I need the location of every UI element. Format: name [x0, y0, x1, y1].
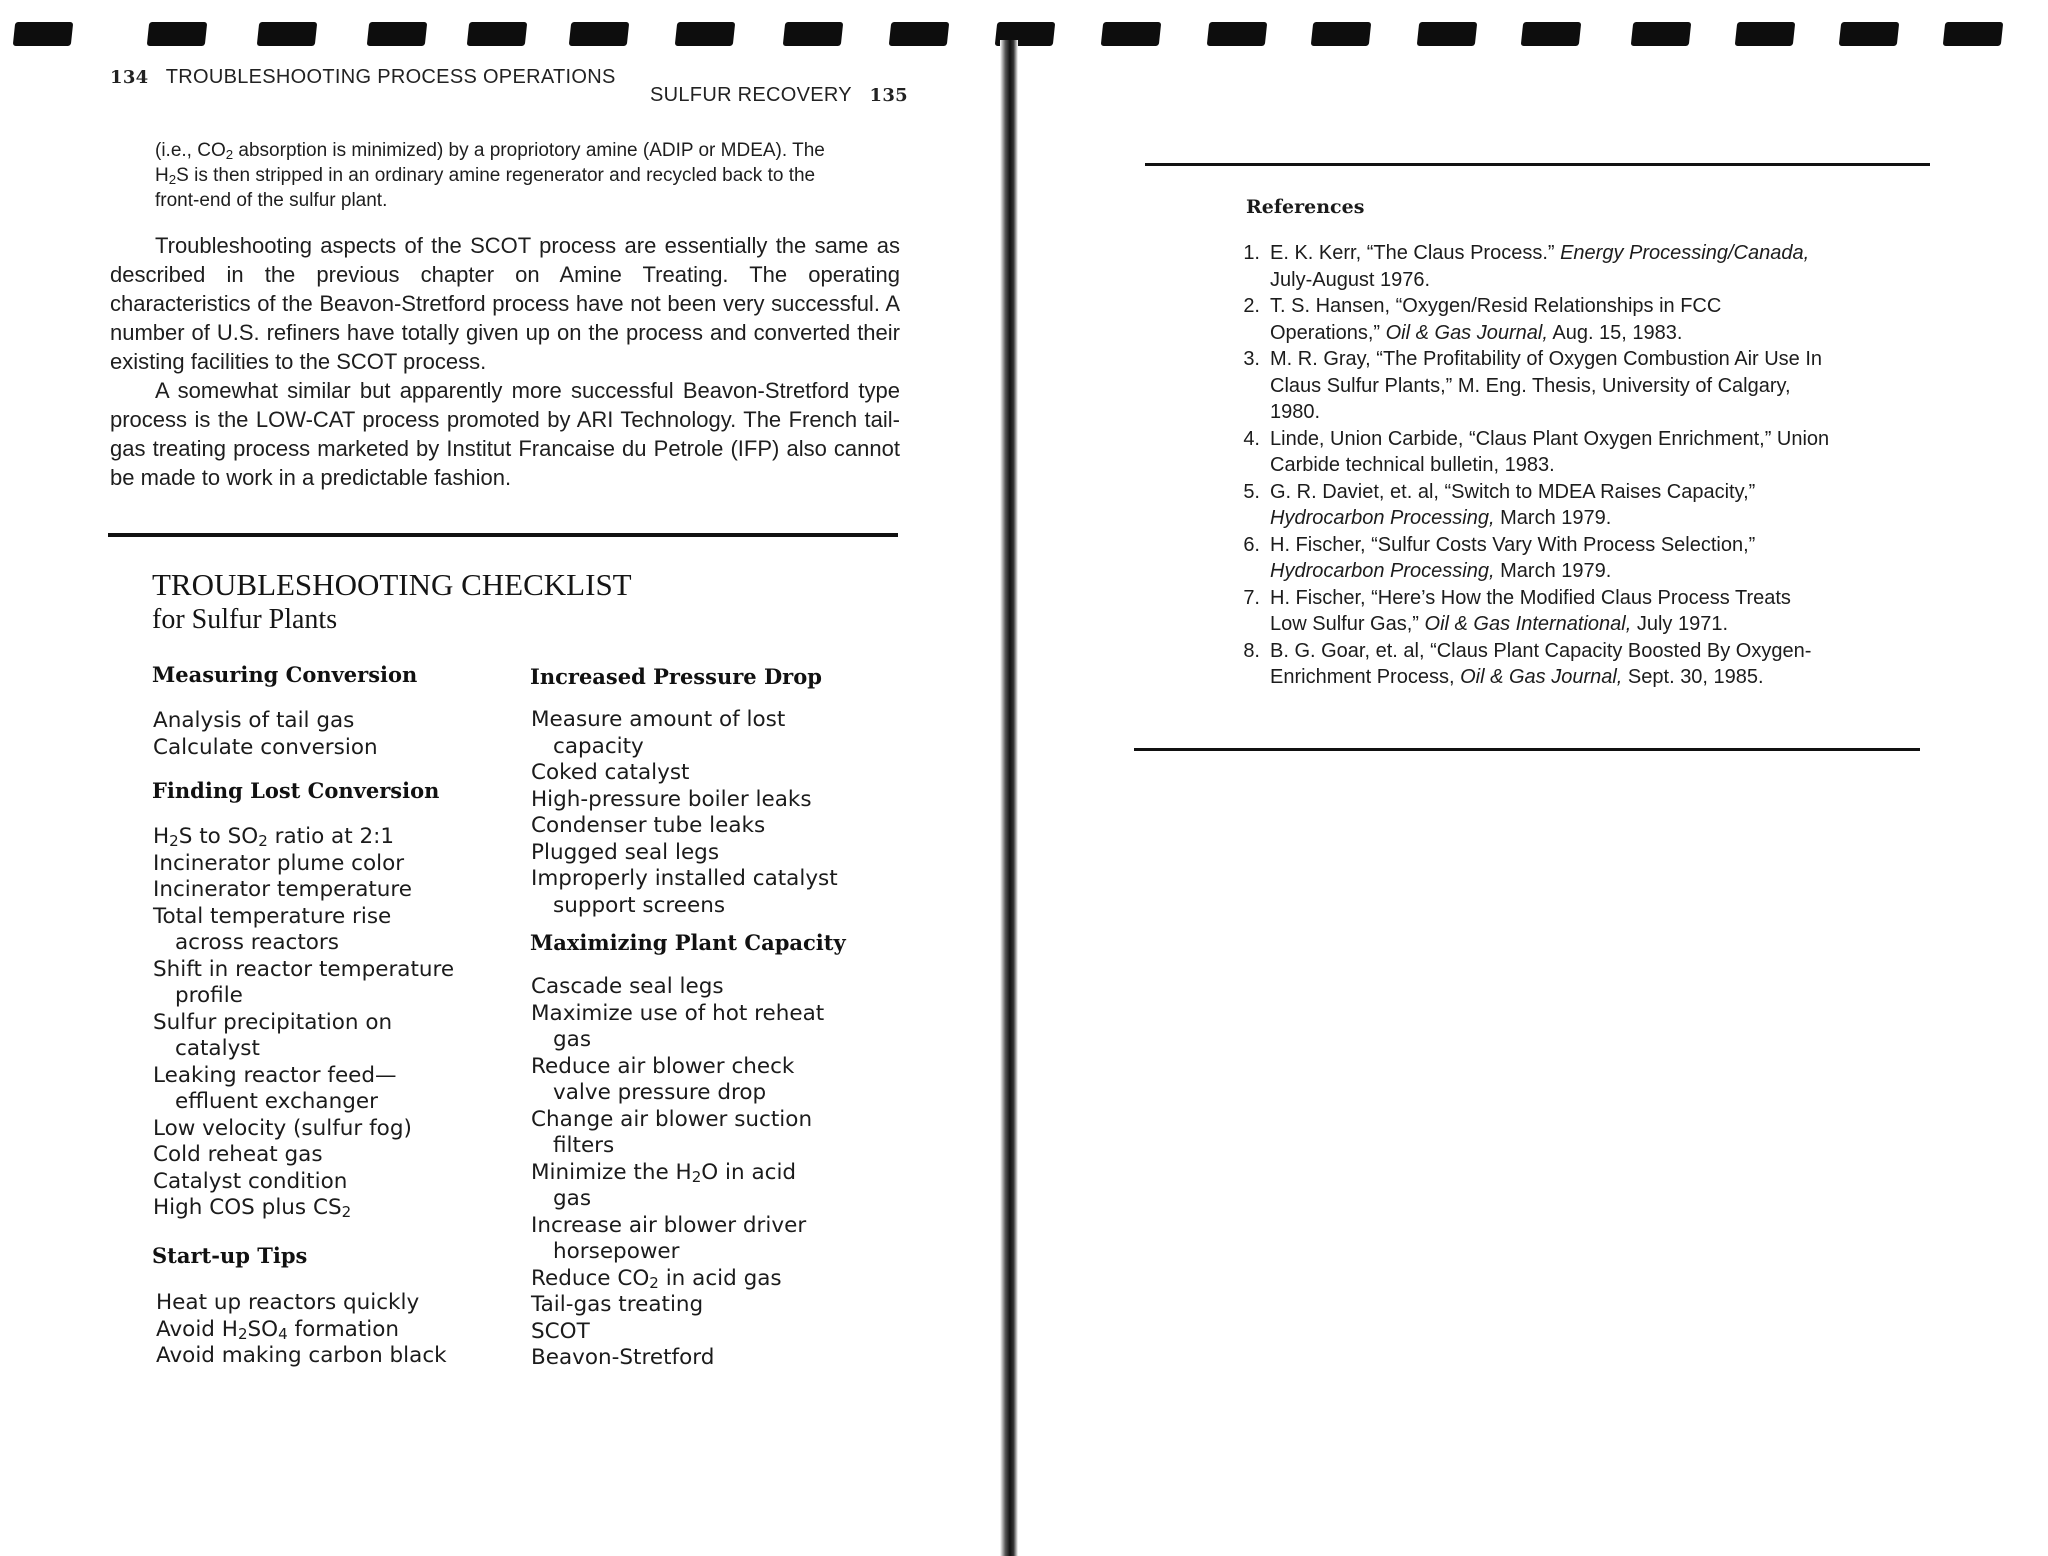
- references-heading: References: [1246, 196, 1365, 218]
- list-item: $H_2S$ to $SO_2$ ratio at 2:1: [153, 824, 395, 850]
- list-item: Beavon-Stretford: [531, 1345, 715, 1370]
- heading-measuring-conversion: Measuring Conversion: [152, 662, 418, 687]
- right-running-head-text: SULFUR RECOVERY: [650, 84, 852, 106]
- list-item: Total temperature rise across reactors: [153, 903, 392, 955]
- list-item: Maximize use of hot reheat gas: [531, 1000, 825, 1052]
- list-item: Increase air blower driver horsepower: [531, 1212, 807, 1264]
- list-item: Incinerator plume color: [153, 850, 405, 876]
- right-page: [1018, 0, 2048, 1556]
- heading-increased-pressure-drop: Increased Pressure Drop: [530, 664, 822, 689]
- list-item: Analysis of tail gas: [153, 708, 355, 733]
- list-measuring-conversion: [153, 708, 378, 761]
- left-running-head-text: TROUBLESHOOTING PROCESS OPERATIONS: [165, 66, 616, 88]
- reference-item: 3. M. R. Gray, “The Profitability of Oxygen Combustion Air Use In Claus Sulfur Plants,” M. Eng. Thesis, University of Calgary, 1980.: [1243, 348, 1823, 423]
- list-item: Avoid making carbon black: [156, 1343, 447, 1368]
- right-running-head: [650, 84, 908, 107]
- paragraph-scot: Troubleshooting aspects of the SCOT process are essentially the same as described in the previous chapter on Amine Treating. The operating characteristics of the Beavon-Stretford process have not been very successful. A number of U.S. refiners have totally given up on the process and converted their existing facilities to the SCOT process.: [110, 233, 900, 374]
- book-spine-shadow: [1000, 40, 1018, 1556]
- list-item: Tail-gas treating: [531, 1292, 704, 1317]
- list-item: Condenser tube leaks: [531, 813, 766, 838]
- list-item: Reduce air blower check valve pressure drop: [531, 1053, 795, 1105]
- list-maximizing-plant-capacity: [531, 974, 824, 1372]
- reference-item: 7. H. Fischer, “Here’s How the Modified Claus Process Treats Low Sulfur Gas,” Oil & Gas International, July 1971.: [1243, 586, 1791, 635]
- references-list: [1232, 240, 1832, 691]
- list-finding-lost-conversion: [153, 824, 454, 1222]
- list-item: Low velocity (sulfur fog): [153, 1115, 412, 1141]
- list-item: Coked catalyst: [531, 760, 690, 785]
- references-bottom-rule: [1134, 748, 1920, 751]
- list-increased-pressure-drop: [531, 707, 838, 919]
- list-item: Incinerator temperature: [153, 877, 413, 902]
- reference-item: 6. H. Fischer, “Sulfur Costs Vary With Process Selection,” Hydrocarbon Processing, March 1979.: [1243, 533, 1756, 582]
- reference-item: 8. B. G. Goar, et. al, “Claus Plant Capacity Boosted By Oxygen-Enrichment Process, Oil & Gas Journal, Sept. 30, 1985.: [1243, 639, 1812, 688]
- checklist-subtitle: for Sulfur Plants: [152, 604, 338, 635]
- list-item: Leaking reactor feed— effluent exchanger: [153, 1062, 397, 1114]
- list-item: Cascade seal legs: [531, 974, 724, 999]
- list-item: Reduce $CO_2$ in acid gas: [531, 1265, 782, 1292]
- references-top-rule: [1145, 163, 1930, 166]
- list-item: Calculate conversion: [153, 734, 378, 760]
- list-item: Cold reheat gas: [153, 1142, 323, 1167]
- checklist-title: TROUBLESHOOTING CHECKLIST: [152, 567, 632, 602]
- list-item: Minimize the $H_2O$ in acid gas: [531, 1159, 797, 1211]
- list-item: High-pressure boiler leaks: [531, 786, 812, 812]
- intro-paragraph: (i.e., $CO_2$ absorption is minimized) by a propriotory amine (ADIP or MDEA). The $H_2S$ is then stripped in an ordinary amine regenerator and recycled back to the front-end of the sulfur plant.: [155, 140, 825, 211]
- list-item: Change air blower suction filters: [531, 1106, 813, 1158]
- list-start-up-tips: [156, 1290, 447, 1370]
- heading-finding-lost-conversion: Finding Lost Conversion: [152, 778, 440, 803]
- left-running-head: [110, 66, 616, 89]
- left-page-number: 134: [110, 67, 149, 88]
- heading-start-up-tips: Start-up Tips: [152, 1243, 308, 1268]
- section-divider: [108, 533, 898, 537]
- reference-item: 5. G. R. Daviet, et. al, “Switch to MDEA Raises Capacity,” Hydrocarbon Processing, March 1979.: [1243, 480, 1756, 529]
- list-item: High COS plus $CS_2$: [153, 1195, 352, 1221]
- reference-item: 2. T. S. Hansen, “Oxygen/Resid Relationships in FCC Operations,” Oil & Gas Journal, Aug. 15, 1983.: [1243, 295, 1722, 344]
- list-item: Plugged seal legs: [531, 839, 720, 865]
- list-item: Heat up reactors quickly: [156, 1290, 420, 1315]
- list-item: Catalyst condition: [153, 1168, 348, 1194]
- reference-item: 4. Linde, Union Carbide, “Claus Plant Oxygen Enrichment,” Union Carbide technical bulletin, 1983.: [1243, 427, 1830, 476]
- list-item: SCOT: [531, 1318, 590, 1344]
- heading-maximizing-plant-capacity: Maximizing Plant Capacity: [530, 930, 846, 955]
- list-item: Avoid $H_2SO_4$ formation: [156, 1316, 400, 1343]
- list-item: Improperly installed catalyst support screens: [531, 866, 838, 918]
- list-item: Sulfur precipitation on catalyst: [153, 1009, 393, 1061]
- list-item: Shift in reactor temperature profile: [153, 956, 455, 1008]
- paragraph-low-cat: A somewhat similar but apparently more successful Beavon-Stretford type process is the LOW-CAT process promoted by ARI Technology. The French tail-gas treating process marketed by Institut Francaise du Petrole (IFP) also cannot be made to work in a predictable fashion.: [110, 378, 900, 490]
- list-item: Measure amount of lost capacity: [531, 707, 786, 759]
- reference-item: 1. E. K. Kerr, “The Claus Process.” Energy Processing/Canada, July-August 1976.: [1243, 242, 1810, 291]
- right-page-number: 135: [869, 85, 909, 106]
